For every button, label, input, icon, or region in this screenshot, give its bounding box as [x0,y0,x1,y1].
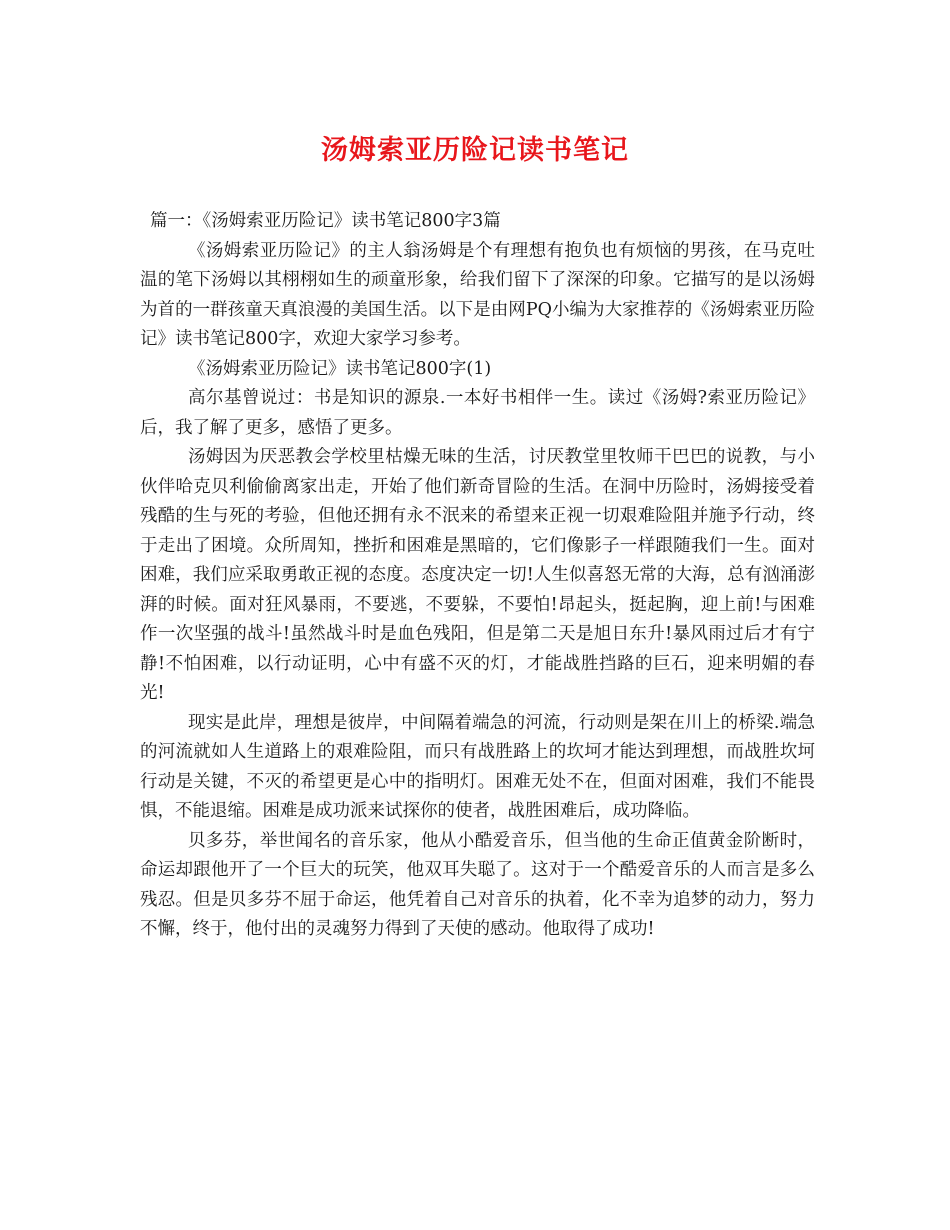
sub-heading: 《汤姆索亚历险记》读书笔记800字(1) [188,358,492,379]
body-paragraph: 汤姆因为厌恶教会学校里枯燥无味的生活，讨厌教堂里牧师干巴巴的说教，与小伙伴哈克贝利偷偷离家出走，开始了他们新奇冒险的生活。在洞中历险时，汤姆接受着残酷的生与死的考验，但他还拥有永不泯来的希望来正视一切艰难险阻并施予行动，终于走出了困境。众所周知，挫折和困难是黑暗的，它们像影子一样跟随我们一生。面对困难，我们应采取勇敢正视的态度。态度决定一切!人生似喜怒无常的大海，总有汹涌澎湃的时候。面对狂风暴雨，不要逃，不要躲，不要怕!昂起头，挺起胸，迎上前!与困难作一次坚强的战斗!虽然战斗时是血色残阳，但是第二天是旭日东升!暴风雨过后才有宁静!不怕困难，以行动证明，心中有盛不灭的灯，才能战胜挡路的巨石，迎来明媚的春光! [140,447,815,703]
body-paragraph: 现实是此岸，理想是彼岸，中间隔着端急的河流，行动则是架在川上的桥梁.端急的河流就如人生道路上的艰难险阻，而只有战胜路上的坎坷才能达到理想，而战胜坎坷行动是关键，不灭的希望更是心中的指明灯。困难无处不在，但面对困难，我们不能畏惧，不能退缩。困难是成功派来试探你的使者，战胜困难后，成功降临。 [140,712,815,821]
body-paragraph: 高尔基曾说过：书是知识的源泉.一本好书相伴一生。读过《汤姆?索亚历险记》后，我了解了更多，感悟了更多。 [140,388,815,438]
body-paragraph: 贝多芬，举世闻名的音乐家，他从小酷爱音乐，但当他的生命正值黄金阶断时，命运却跟他开了一个巨大的玩笑，他双耳失聪了。这对于一个酷爱音乐的人而言是多么残忍。但是贝多芬不屈于命运，他凭着自己对音乐的执着，化不幸为追梦的动力，努力不懈，终于，他付出的灵魂努力得到了天使的感动。他取得了成功! [140,830,815,939]
section-heading: 篇一：《汤姆索亚历险记》读书笔记800字3篇 [150,211,501,231]
intro-paragraph: 《汤姆索亚历险记》的主人翁汤姆是个有理想有抱负也有烦恼的男孩，在马克吐温的笔下汤姆以其栩栩如生的顽童形象，给我们留下了深深的印象。它描写的是以汤姆为首的一群孩童天真浪漫的美国生活。以下是由网PQ小编为大家推荐的《汤姆索亚历险记》读书笔记800字，欢迎大家学习参考。 [140,240,815,349]
document-title: 汤姆索亚历险记读书笔记 [321,135,629,166]
document-body [140,207,815,945]
